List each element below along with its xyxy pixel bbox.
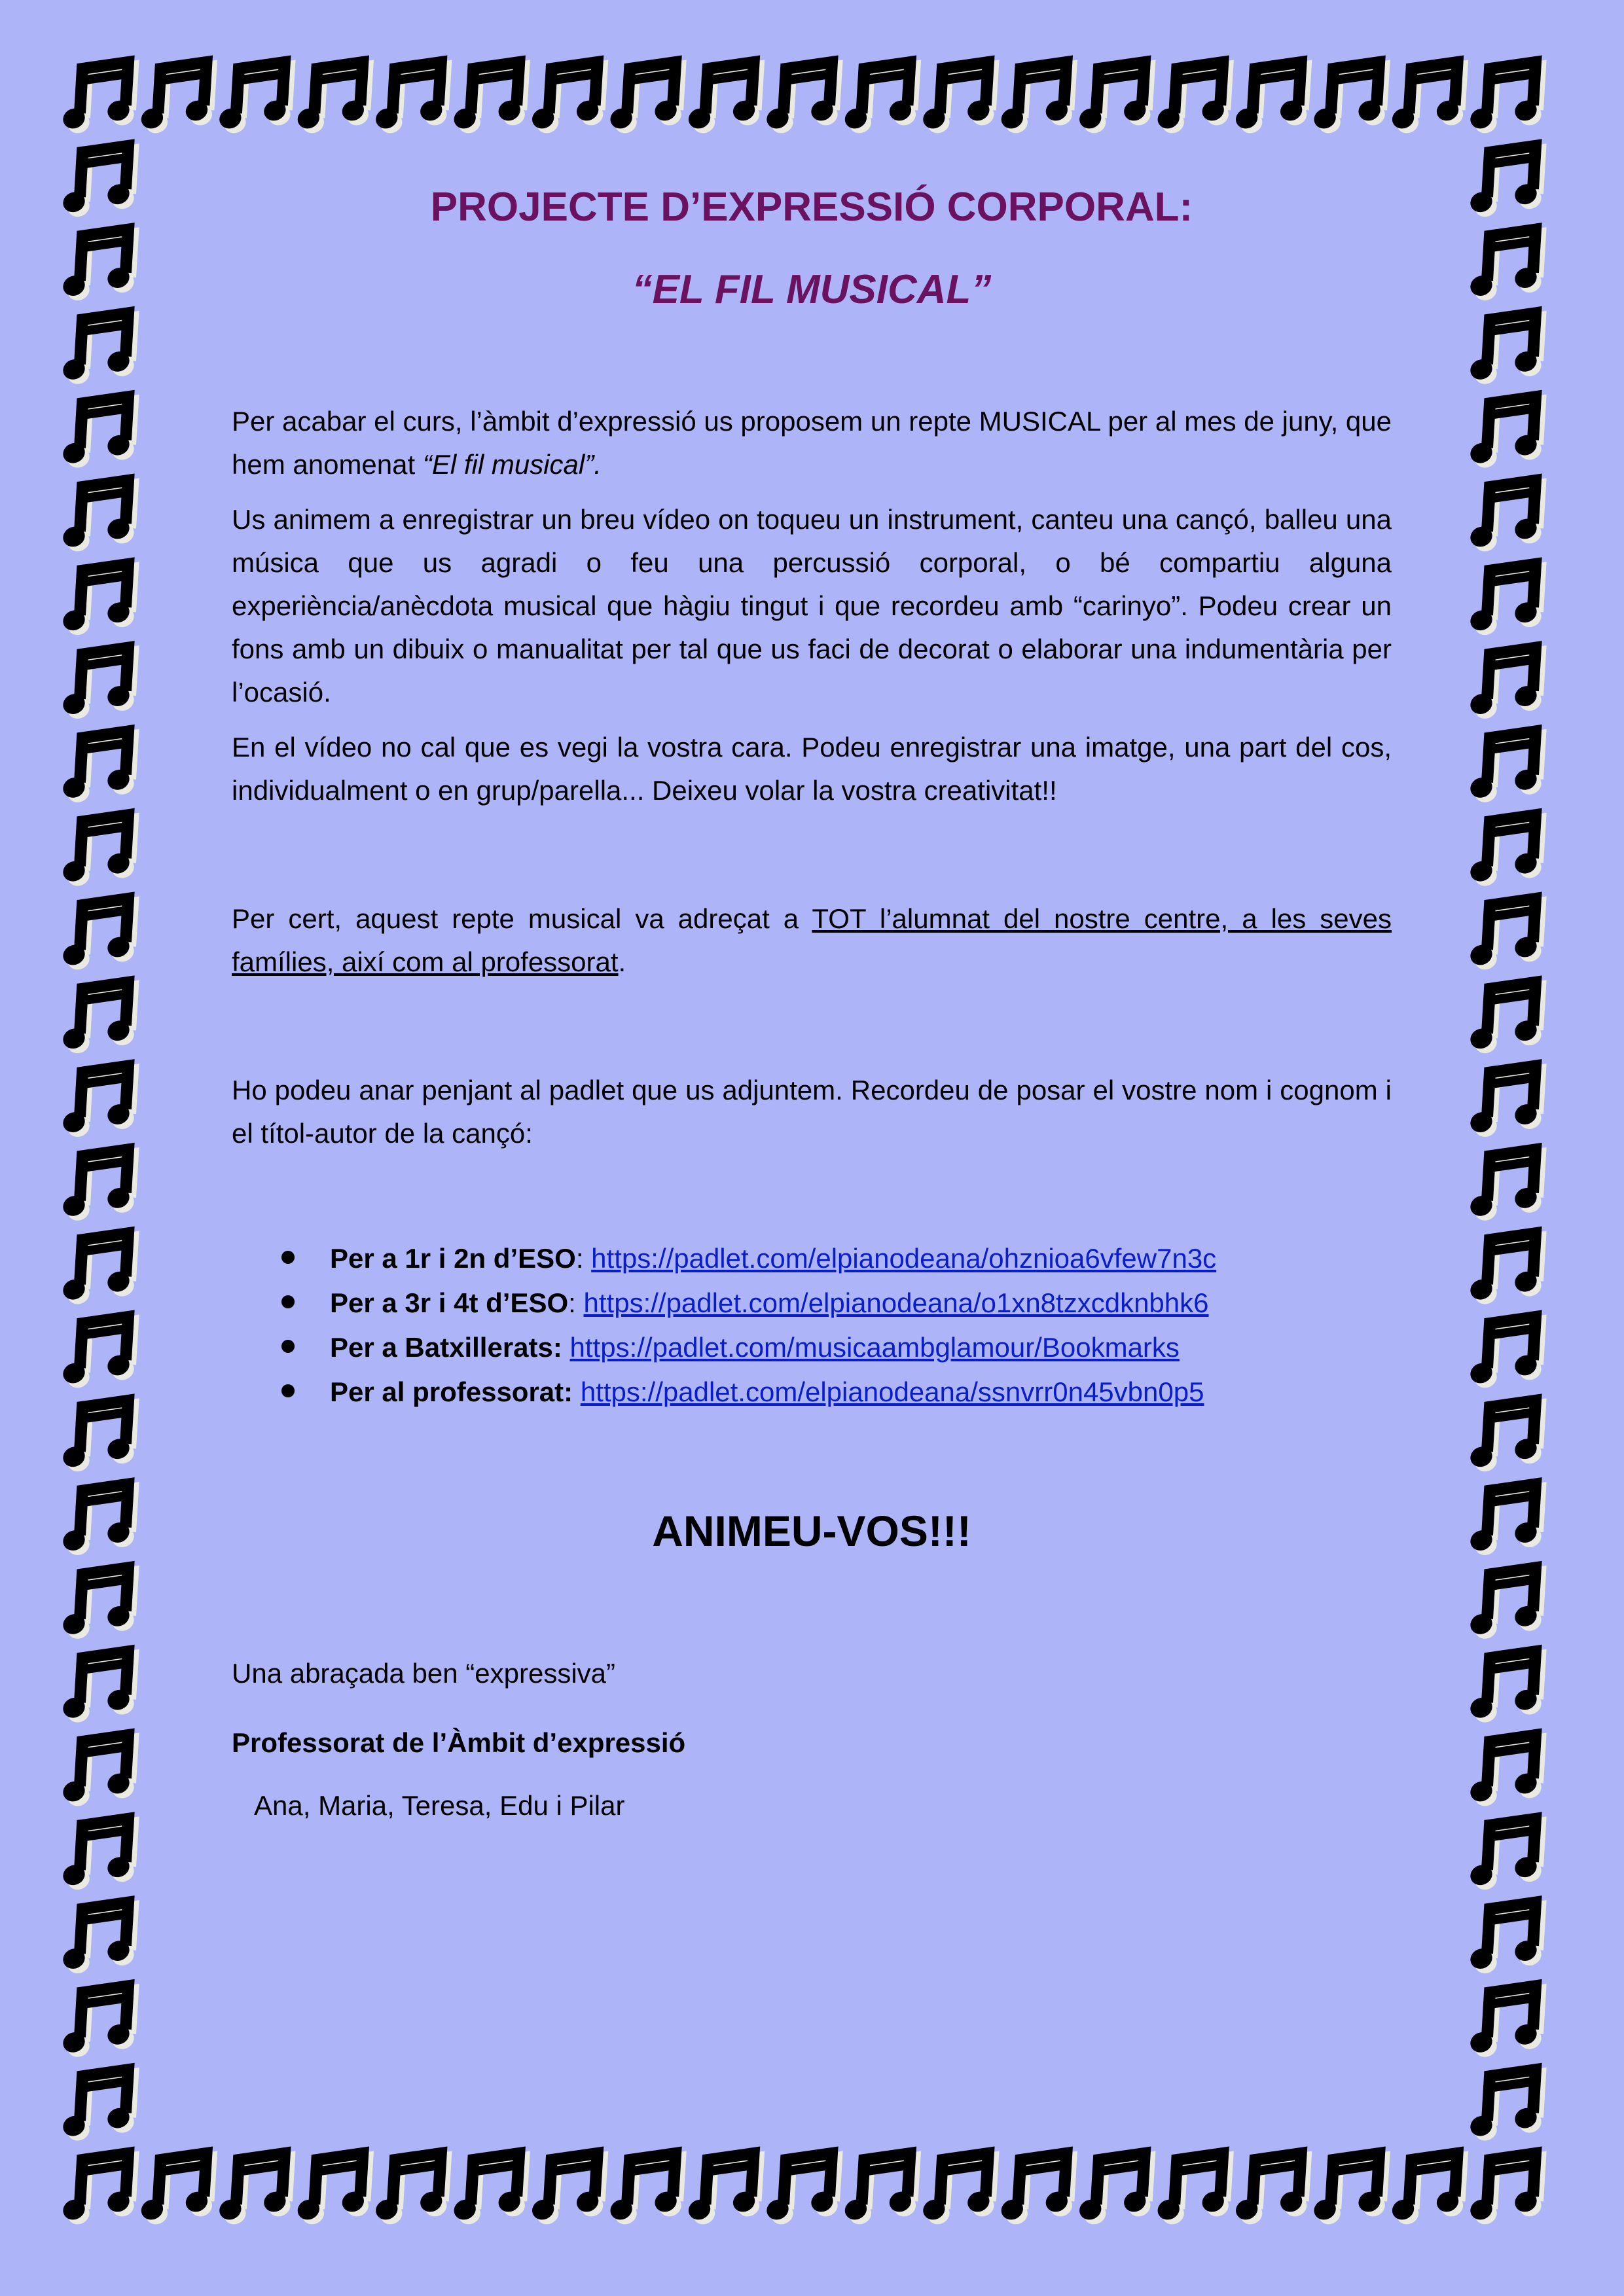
link-label: Per a Batxillerats: bbox=[330, 1331, 562, 1363]
music-note-icon bbox=[529, 62, 606, 137]
music-note-icon bbox=[1467, 1149, 1544, 1224]
padlet-link[interactable]: https://padlet.com/elpianodeana/ssnvrr0n45vbn0p5 bbox=[580, 1376, 1204, 1407]
music-note-icon bbox=[1389, 62, 1466, 137]
music-note-icon bbox=[1467, 230, 1544, 304]
music-note-icon bbox=[216, 2153, 293, 2228]
music-note-icon bbox=[842, 2153, 919, 2228]
audience-prefix: Per cert, aquest repte musical va adreçat a bbox=[232, 903, 812, 934]
music-note-icon bbox=[60, 1651, 137, 1726]
music-note-icon bbox=[138, 62, 215, 137]
padlet-link[interactable]: https://padlet.com/musicaambglamour/Bookmarks bbox=[569, 1331, 1180, 1363]
music-note-icon bbox=[60, 1066, 137, 1141]
intro-paragraph bbox=[232, 400, 1392, 486]
music-note-icon bbox=[372, 62, 450, 137]
cheer-heading: ANIMEU-VOS!!! bbox=[652, 1506, 971, 1555]
music-note-icon bbox=[1310, 2153, 1388, 2228]
padlet-link-list bbox=[232, 1236, 1392, 1414]
music-note-icon bbox=[1467, 1735, 1544, 1810]
music-note-icon bbox=[1467, 1401, 1544, 1475]
music-note-icon bbox=[60, 1568, 137, 1642]
music-note-icon bbox=[1467, 146, 1544, 221]
music-note-icon bbox=[1467, 564, 1544, 639]
music-note-icon bbox=[60, 1986, 137, 2060]
music-note-icon bbox=[920, 62, 997, 137]
music-note-icon bbox=[1467, 1903, 1544, 1977]
music-note-icon bbox=[138, 2153, 215, 2228]
music-note-icon bbox=[60, 1149, 137, 1224]
project-name-inline: “El fil musical”. bbox=[422, 448, 602, 480]
music-note-icon bbox=[60, 731, 137, 806]
link-label: Per a 3r i 4t d’ESO bbox=[330, 1287, 569, 1318]
music-note-icon bbox=[1467, 731, 1544, 806]
music-note-icon bbox=[920, 2153, 997, 2228]
music-note-icon bbox=[1467, 1986, 1544, 2060]
audience-target: TOT l’alumnat del nostre centre, a les seves famílies, així com al professorat bbox=[232, 903, 1392, 977]
padlet-link[interactable]: https://padlet.com/elpianodeana/ohznioa6vfew7n3c bbox=[591, 1242, 1217, 1274]
music-note-icon bbox=[216, 62, 293, 137]
music-note-icon bbox=[607, 62, 684, 137]
project-name: “EL FIL MUSICAL” bbox=[632, 267, 992, 313]
music-note-icon bbox=[763, 2153, 840, 2228]
music-note-icon bbox=[685, 62, 763, 137]
signature-names: Ana, Maria, Teresa, Edu i Pilar bbox=[254, 1789, 625, 1821]
signature-team: Professorat de l’Àmbit d’expressió bbox=[232, 1727, 686, 1758]
music-note-icon bbox=[60, 1484, 137, 1559]
music-note-icon bbox=[1233, 2153, 1310, 2228]
music-note-icon bbox=[1467, 1651, 1544, 1726]
music-note-icon bbox=[1467, 1568, 1544, 1642]
audience-suffix: . bbox=[618, 946, 626, 977]
music-note-icon bbox=[60, 2070, 137, 2144]
music-note-icon bbox=[1233, 62, 1310, 137]
music-note-icon bbox=[60, 1317, 137, 1391]
intro-text: Per acabar el curs, l’àmbit d’expressió us proposem un repte MUSICAL per al mes de juny, que hem anomenat bbox=[232, 405, 1392, 480]
music-note-icon bbox=[1467, 397, 1544, 471]
music-note-icon bbox=[1310, 62, 1388, 137]
music-note-icon bbox=[1467, 1233, 1544, 1308]
music-note-icon bbox=[1467, 1066, 1544, 1141]
music-note-icon bbox=[60, 1819, 137, 1893]
music-note-icon bbox=[529, 2153, 606, 2228]
music-note-icon bbox=[60, 230, 137, 304]
link-separator: : bbox=[575, 1242, 592, 1274]
page-title: PROJECTE D’EXPRESSIÓ CORPORAL: bbox=[430, 185, 1193, 230]
music-note-icon bbox=[60, 564, 137, 639]
bullet-icon bbox=[281, 1295, 295, 1308]
music-note-icon bbox=[1467, 648, 1544, 723]
music-note-icon bbox=[685, 2153, 763, 2228]
video-paragraph: En el vídeo no cal que es vegi la vostra cara. Podeu enregistrar una imatge, una part del cos, individualment o en grup/parella... Deixeu volar la vostra creativitat!! bbox=[232, 731, 1392, 806]
link-separator bbox=[562, 1332, 570, 1363]
closing-greeting: Una abraçada ben “expressiva” bbox=[232, 1657, 615, 1689]
music-note-icon bbox=[607, 2153, 684, 2228]
music-note-icon bbox=[450, 2153, 528, 2228]
music-note-icon bbox=[295, 62, 372, 137]
music-note-icon bbox=[60, 1233, 137, 1308]
music-note-icon bbox=[998, 62, 1075, 137]
music-note-icon bbox=[1467, 1484, 1544, 1559]
music-note-icon bbox=[60, 648, 137, 723]
music-note-icon bbox=[763, 62, 840, 137]
music-note-icon bbox=[1076, 62, 1153, 137]
music-note-icon bbox=[60, 1735, 137, 1810]
music-note-icon bbox=[295, 2153, 372, 2228]
music-note-icon bbox=[60, 815, 137, 889]
encourage-paragraph: Us animem a enregistrar un breu vídeo on toqueu un instrument, canteu una cançó, balleu una música que us agradi o feu una percussió corporal, o bé compartiu alguna experiència/anècdota musical que hàgiu tingut i que recordeu amb “carinyo”. Podeu crear un fons amb un dibuix o manualitat per tal que us faci de decorat o elaborar una indumentària per l’ocasió. bbox=[232, 503, 1392, 708]
music-note-icon bbox=[450, 62, 528, 137]
music-note-icon bbox=[60, 982, 137, 1057]
bullet-icon bbox=[281, 1340, 295, 1353]
music-note-icon bbox=[60, 62, 137, 137]
link-label: Per al professorat: bbox=[330, 1376, 573, 1407]
music-note-icon bbox=[60, 899, 137, 973]
music-note-icon bbox=[998, 2153, 1075, 2228]
music-note-icon bbox=[1467, 982, 1544, 1057]
instructions-paragraph: Ho podeu anar penjant al padlet que us adjuntem. Recordeu de posar el vostre nom i cognom i el títol-autor de la cançó: bbox=[232, 1074, 1392, 1149]
music-note-icon bbox=[1467, 1317, 1544, 1391]
music-note-icon bbox=[1467, 899, 1544, 973]
list-item bbox=[330, 1370, 1392, 1414]
music-note-icon bbox=[1467, 1819, 1544, 1893]
bullet-icon bbox=[281, 1251, 295, 1264]
music-note-icon bbox=[1154, 62, 1231, 137]
document-body bbox=[232, 183, 1392, 1825]
music-note-icon bbox=[1076, 2153, 1153, 2228]
music-note-icon bbox=[1467, 480, 1544, 555]
bullet-icon bbox=[281, 1384, 295, 1397]
music-note-icon bbox=[1467, 2070, 1544, 2144]
music-note-icon bbox=[1467, 815, 1544, 889]
link-separator bbox=[573, 1376, 581, 1407]
music-note-icon bbox=[60, 1903, 137, 1977]
music-note-icon bbox=[372, 2153, 450, 2228]
music-note-icon bbox=[60, 2153, 137, 2228]
music-note-icon bbox=[60, 1401, 137, 1475]
padlet-link[interactable]: https://padlet.com/elpianodeana/o1xn8tzxcdknbhk6 bbox=[583, 1287, 1209, 1318]
music-note-icon bbox=[60, 313, 137, 387]
audience-paragraph bbox=[232, 897, 1392, 984]
music-note-icon bbox=[1467, 62, 1544, 137]
music-note-icon bbox=[60, 397, 137, 471]
music-note-icon bbox=[60, 146, 137, 221]
music-note-icon bbox=[1154, 2153, 1231, 2228]
music-note-icon bbox=[842, 62, 919, 137]
music-note-icon bbox=[1467, 313, 1544, 387]
link-separator: : bbox=[568, 1287, 584, 1318]
music-note-icon bbox=[1467, 2153, 1544, 2228]
music-note-icon bbox=[60, 480, 137, 555]
list-item bbox=[330, 1281, 1392, 1325]
list-item bbox=[330, 1236, 1392, 1281]
list-item bbox=[330, 1325, 1392, 1370]
music-note-icon bbox=[1389, 2153, 1466, 2228]
link-label: Per a 1r i 2n d’ESO bbox=[330, 1242, 576, 1274]
